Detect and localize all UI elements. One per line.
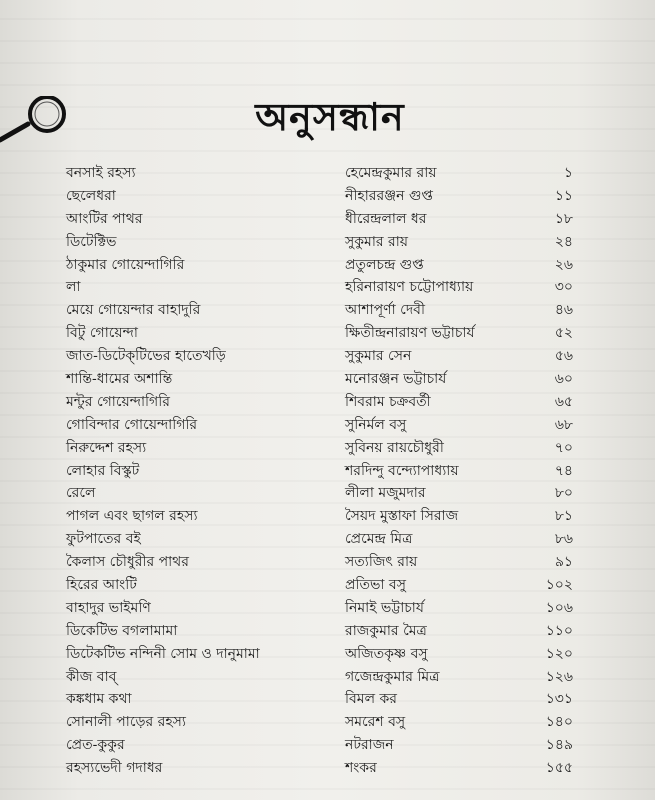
toc-entry xyxy=(0,734,655,757)
toc-entry xyxy=(0,460,655,483)
page-number: ৫২ xyxy=(554,325,573,342)
page-number: ১৩১ xyxy=(545,691,573,708)
toc-entry xyxy=(0,437,655,460)
toc-entry xyxy=(0,185,655,208)
author-name: অজিতকৃষ্ণ বসু xyxy=(345,645,428,662)
story-title: গোবিন্দার গোয়েন্দাগিরি xyxy=(66,416,198,433)
page-number: ১৪০ xyxy=(545,714,573,731)
page-number: ১৫৫ xyxy=(545,760,573,777)
page-number: ২৬ xyxy=(554,256,573,273)
toc-entry xyxy=(0,254,655,277)
story-title: কঙ্কধাম কথা xyxy=(66,691,132,708)
author-name: সমরেশ বসু xyxy=(345,714,406,731)
story-title: পাগল এবং ছাগল রহস্য xyxy=(66,508,198,525)
story-title: লোহার বিস্কুট xyxy=(66,462,140,479)
page-number: ৪৬ xyxy=(554,302,573,319)
toc-entry xyxy=(0,597,655,620)
toc-entry xyxy=(0,391,655,414)
story-title: বনসাই রহস্য xyxy=(66,165,136,181)
story-title: প্রেত-কুকুর xyxy=(66,737,125,754)
story-title: ডিটেক্টিভ xyxy=(66,233,117,250)
story-title: কীজ বাব্‌ xyxy=(66,668,117,685)
page-number: ৬০ xyxy=(554,371,573,388)
toc-entry xyxy=(0,322,655,345)
story-title: আংটির পাথর xyxy=(66,210,143,227)
page-number: ৫৬ xyxy=(554,348,573,365)
story-title: মেয়ে গোয়েন্দার বাহাদুরি xyxy=(66,302,201,319)
magnifier-icon xyxy=(0,96,80,166)
toc-entry xyxy=(0,711,655,734)
page-number: ১০২ xyxy=(545,577,573,594)
page-number: ১১ xyxy=(554,187,573,204)
author-name: শংকর xyxy=(345,760,377,777)
toc-entry xyxy=(0,757,655,780)
author-name: শিবরাম চক্রবর্তী xyxy=(345,393,431,410)
page-number: ৯১ xyxy=(554,554,573,571)
toc-entry xyxy=(0,482,655,505)
story-title: মন্টুর গোয়েন্দাগিরি xyxy=(66,393,170,410)
author-name: ধীরেন্দ্রলাল ধর xyxy=(345,210,427,227)
page-number: ৮০ xyxy=(554,485,573,502)
author-name: সুকুমার সেন xyxy=(345,348,412,365)
toc-entry xyxy=(0,368,655,391)
table-of-contents xyxy=(0,162,655,780)
story-title: জাত-ডিটেক্‌টিভের হাতেখড়ি xyxy=(66,348,226,365)
toc-entry xyxy=(0,643,655,666)
author-name: রাজকুমার মৈত্র xyxy=(345,622,427,639)
author-name: ক্ষিতীন্দ্রনারায়ণ ভট্টাচার্য xyxy=(345,325,475,342)
toc-entry xyxy=(0,574,655,597)
toc-entry xyxy=(0,299,655,322)
story-title: সোনালী পাড়ের রহস্য xyxy=(66,714,186,731)
page-number: ৬৮ xyxy=(554,416,573,433)
author-name: শরদিন্দু বন্দ্যোপাধ্যায় xyxy=(345,462,459,479)
page-number: ৩০ xyxy=(554,279,573,296)
author-name: মনোরঞ্জন ভট্টাচার্য xyxy=(345,371,447,388)
page-number: ২৪ xyxy=(554,233,573,250)
story-title: ছেলেধরা xyxy=(66,187,116,204)
author-name: নীহাররঞ্জন গুপ্ত xyxy=(345,187,433,204)
page-number: ১১০ xyxy=(545,622,573,639)
page-number: ১৮ xyxy=(554,210,573,227)
page-number: ১৪৯ xyxy=(545,737,573,754)
toc-entry xyxy=(0,231,655,254)
author-name: হরিনারায়ণ চট্টোপাধ্যায় xyxy=(345,279,474,296)
toc-entry xyxy=(0,688,655,711)
story-title: শান্তি-ধামের অশান্তি xyxy=(66,371,173,388)
page-title: অনুসন্ধান xyxy=(255,94,405,139)
toc-entry xyxy=(0,276,655,299)
story-title: কৈলাস চৌধুরীর পাথর xyxy=(66,554,189,571)
author-name: আশাপূর্ণা দেবী xyxy=(345,302,425,319)
story-title: বিটু গোয়েন্দা xyxy=(66,325,138,342)
author-name: লীলা মজুমদার xyxy=(345,485,426,502)
toc-entry xyxy=(0,345,655,368)
story-title: ডিকেটিভ বগলামামা xyxy=(66,622,178,639)
page-number: ৮৬ xyxy=(554,531,573,548)
toc-entry xyxy=(0,551,655,574)
story-title: বাহাদুর ভাইমণি xyxy=(66,599,151,616)
author-name: হেমেন্দ্রকুমার রায় xyxy=(345,165,437,181)
toc-entry xyxy=(0,162,655,185)
toc-entry xyxy=(0,505,655,528)
author-name: সুবিনয় রায়চৌধুরী xyxy=(345,439,444,456)
author-name: প্রতিভা বসু xyxy=(345,577,406,594)
author-name: বিমল কর xyxy=(345,691,397,708)
page-number: ১০৬ xyxy=(545,599,573,616)
toc-entry xyxy=(0,208,655,231)
story-title: নিরুদ্দেশ রহস্য xyxy=(66,439,147,456)
author-name: নটরাজন xyxy=(345,737,394,754)
toc-entry xyxy=(0,414,655,437)
page-number: ৬৫ xyxy=(554,393,573,410)
author-name: সত্যজিৎ রায় xyxy=(345,554,418,571)
page-number: ১ xyxy=(563,165,573,181)
author-name: প্রেমেন্দ্র মিত্র xyxy=(345,531,413,548)
author-name: সুনির্মল বসু xyxy=(345,416,407,433)
author-name: গজেন্দ্রকুমার মিত্র xyxy=(345,668,440,685)
story-title: রেলে xyxy=(66,485,96,502)
toc-entry xyxy=(0,666,655,689)
story-title: ঠাকুমার গোয়েন্দাগিরি xyxy=(66,256,185,273)
toc-entry xyxy=(0,620,655,643)
page-number: ৮১ xyxy=(554,508,573,525)
page-number: ৭০ xyxy=(554,439,573,456)
page-number: ১২০ xyxy=(545,645,573,662)
story-title: লা xyxy=(66,279,81,296)
story-title: হিরের আংটি xyxy=(66,577,137,594)
story-title: রহস্যভেদী গদাধর xyxy=(66,760,163,777)
page-number: ৭৪ xyxy=(554,462,573,479)
author-name: সুকুমার রায় xyxy=(345,233,409,250)
story-title: ডিটেকটিভ নন্দিনী সোম ও দানুমামা xyxy=(66,645,260,662)
toc-entry xyxy=(0,528,655,551)
author-name: সৈয়দ মুস্তাফা সিরাজ xyxy=(345,508,459,525)
author-name: নিমাই ভট্টাচার্য xyxy=(345,599,424,616)
page-number: ১২৬ xyxy=(545,668,573,685)
story-title: ফুটপাতের বই xyxy=(66,531,141,548)
author-name: প্রতুলচন্দ্র গুপ্ত xyxy=(345,256,424,273)
